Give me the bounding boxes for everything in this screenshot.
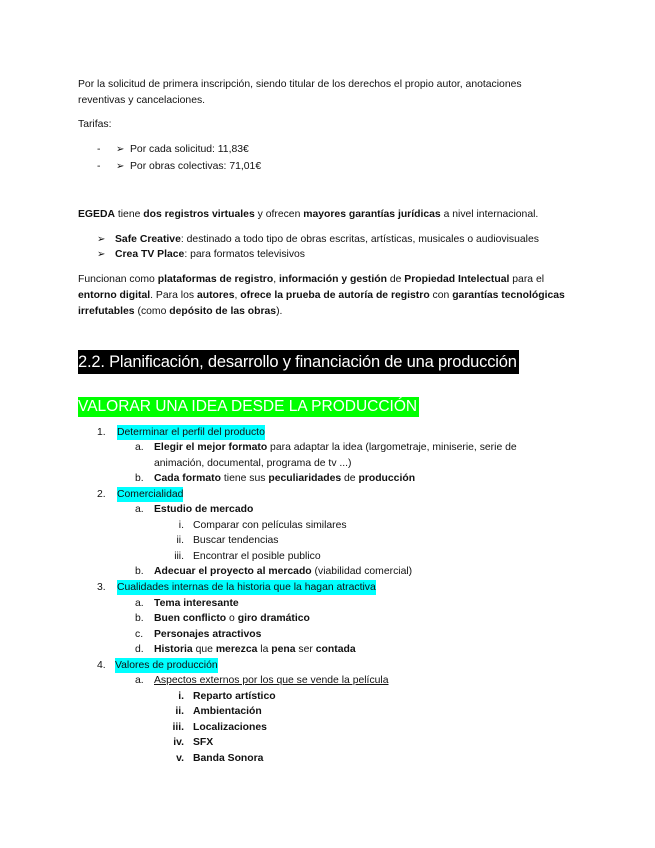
outline-subitem [135,596,239,611]
outline-subitem [135,471,416,486]
text-strong: Tema interesante [154,598,239,609]
subitem-letter: b. [135,613,144,624]
egeda-bullet [97,247,306,262]
text: Funcionan como [78,274,158,285]
text: y ofrecen [254,209,304,220]
intro-line-1: Por la solicitud de primera inscripción, siendo titular de los derechos el propio autor, anotaciones [78,79,522,90]
bullet-strong: Safe Creative [115,234,181,245]
text-strong: Buen conflicto [154,613,227,624]
item-number: 2. [97,489,106,500]
outline-subsubitem: SFX [193,737,214,748]
text: de [341,473,359,484]
subitem-letter: a. [135,675,144,686]
outline-subitem-continuation: animación, documental, programa de tv ...) [154,458,352,469]
text: la [257,644,272,655]
subitem-letter: a. [135,504,144,515]
text-strong: información y gestión [278,274,387,285]
text-strong: mayores garantías jurídicas [303,209,441,220]
outline-subitem [135,611,310,626]
text-strong: peculiaridades [268,473,342,484]
text-strong: garantías tecnológicas [452,290,565,301]
text-strong: giro dramático [237,613,310,624]
roman-numeral: ii. [175,706,184,717]
item-number: 4. [97,660,106,671]
text: (como [134,306,170,317]
item-label: Cualidades internas de la historia que la hagan atractiva [117,582,376,593]
roman-numeral: v. [176,753,184,764]
egeda-paragraph [78,207,538,222]
subitem-letter: b. [135,566,144,577]
text-strong: Estudio de mercado [154,504,254,515]
text: ). [276,306,283,317]
text-strong: depósito de las obras [169,306,277,317]
outline-item-4 [97,658,218,673]
text-strong: Cada formato [154,473,221,484]
text: de [386,274,405,285]
item-number: 1. [97,427,106,438]
subitem-letter: b. [135,473,144,484]
outline-subsubitem: Banda Sonora [193,753,264,764]
intro-line-2: reventivas y cancelaciones. [78,95,206,106]
tarifa-item [97,142,249,157]
arrow-icon: ➢ [116,144,125,155]
intro-paragraph [78,77,578,109]
text: con [429,290,453,301]
subitem-letter: c. [135,629,144,640]
text: para adaptar la idea (largometraje, miniserie, serie de [267,442,517,453]
text-strong: Adecuar el proyecto al mercado [154,566,312,577]
dash-bullet: - [97,144,101,155]
bullet-text: : destinado a todo tipo de obras escritas, artísticas, musicales o audiovisuales [180,234,539,245]
text: , [234,290,241,301]
egeda-p2-line-2 [78,288,565,303]
item-label: Comercialidad [117,489,184,500]
outline-subitem [135,627,262,642]
text: tiene [114,209,144,220]
text-strong: irrefutables [78,306,135,317]
outline-subsubitem: Reparto artístico [193,691,276,702]
tarifas-label: Tarifas: [78,119,112,130]
roman-numeral: iii. [174,551,184,562]
subitem-text: Aspectos externos por los que se vende la película [154,675,389,686]
outline-item-1 [97,425,265,440]
text-strong: ofrece la prueba de autoría de registro [240,290,430,301]
bullet-text: : para formatos televisivos [184,249,306,260]
egeda-strong: EGEDA [78,209,115,220]
egeda-p2-line-3 [78,304,282,319]
item-label: Valores de producción [115,660,218,671]
text-strong: contada [315,644,356,655]
egeda-p2-line-1 [78,272,544,287]
outline-subsubitem: Localizaciones [193,722,267,733]
subitem-letter: a. [135,442,144,453]
roman-numeral: i. [178,520,184,531]
text-strong: autores [196,290,235,301]
outline-subsubitem: Ambientación [193,706,262,717]
arrow-icon: ➢ [116,161,125,172]
text: , [273,274,279,285]
text: para el [509,274,545,285]
text: ser [295,644,316,655]
outline-subitem [135,642,356,657]
section-subheading: VALORAR UNA IDEA DESDE LA PRODUCCIÓN [78,398,418,415]
arrow-icon: ➢ [97,249,106,260]
tarifa-text: Por obras colectivas: 71,01€ [130,161,262,172]
roman-numeral: i. [178,691,184,702]
egeda-bullet [97,232,539,247]
text-strong: producción [358,473,416,484]
text-strong: plataformas de registro [157,274,274,285]
text-strong: Propiedad Intelectual [404,274,510,285]
text: que [192,644,216,655]
outline-subitem [135,502,254,517]
outline-subsubitem: Comparar con películas similares [193,520,347,531]
outline-item-2 [97,487,184,502]
item-number: 3. [97,582,106,593]
roman-numeral: iii. [172,722,184,733]
outline-subsubitem: Encontrar el posible publico [193,551,321,562]
tarifa-text: Por cada solicitud: 11,83€ [130,144,249,155]
text: (viabilidad comercial) [311,566,413,577]
item-label: Determinar el perfil del producto [117,427,265,438]
dash-bullet: - [97,161,101,172]
text-strong: merezca [215,644,258,655]
subitem-letter: d. [135,644,144,655]
outline-subitem [135,673,389,688]
outline-item-3 [97,580,376,595]
section-heading: 2.2. Planificación, desarrollo y financiación de una producción [78,350,519,374]
text-strong: dos registros virtuales [143,209,255,220]
roman-numeral: ii. [176,535,184,546]
text: tiene sus [220,473,269,484]
text: o [226,613,238,624]
outline-subitem [135,564,413,579]
outline-subitem [135,440,517,455]
tarifa-item [97,159,262,174]
text-strong: Personajes atractivos [154,629,262,640]
text: . Para los [150,290,197,301]
outline-subsubitem: Buscar tendencias [193,535,279,546]
text: a nivel internacional. [440,209,539,220]
text-strong: Historia [154,644,193,655]
text-strong: entorno digital [78,290,151,301]
subitem-letter: a. [135,598,144,609]
text-strong: pena [271,644,296,655]
bullet-strong: Crea TV Place [115,249,185,260]
arrow-icon: ➢ [97,234,106,245]
roman-numeral: iv. [173,737,184,748]
text-strong: Elegir el mejor formato [154,442,268,453]
